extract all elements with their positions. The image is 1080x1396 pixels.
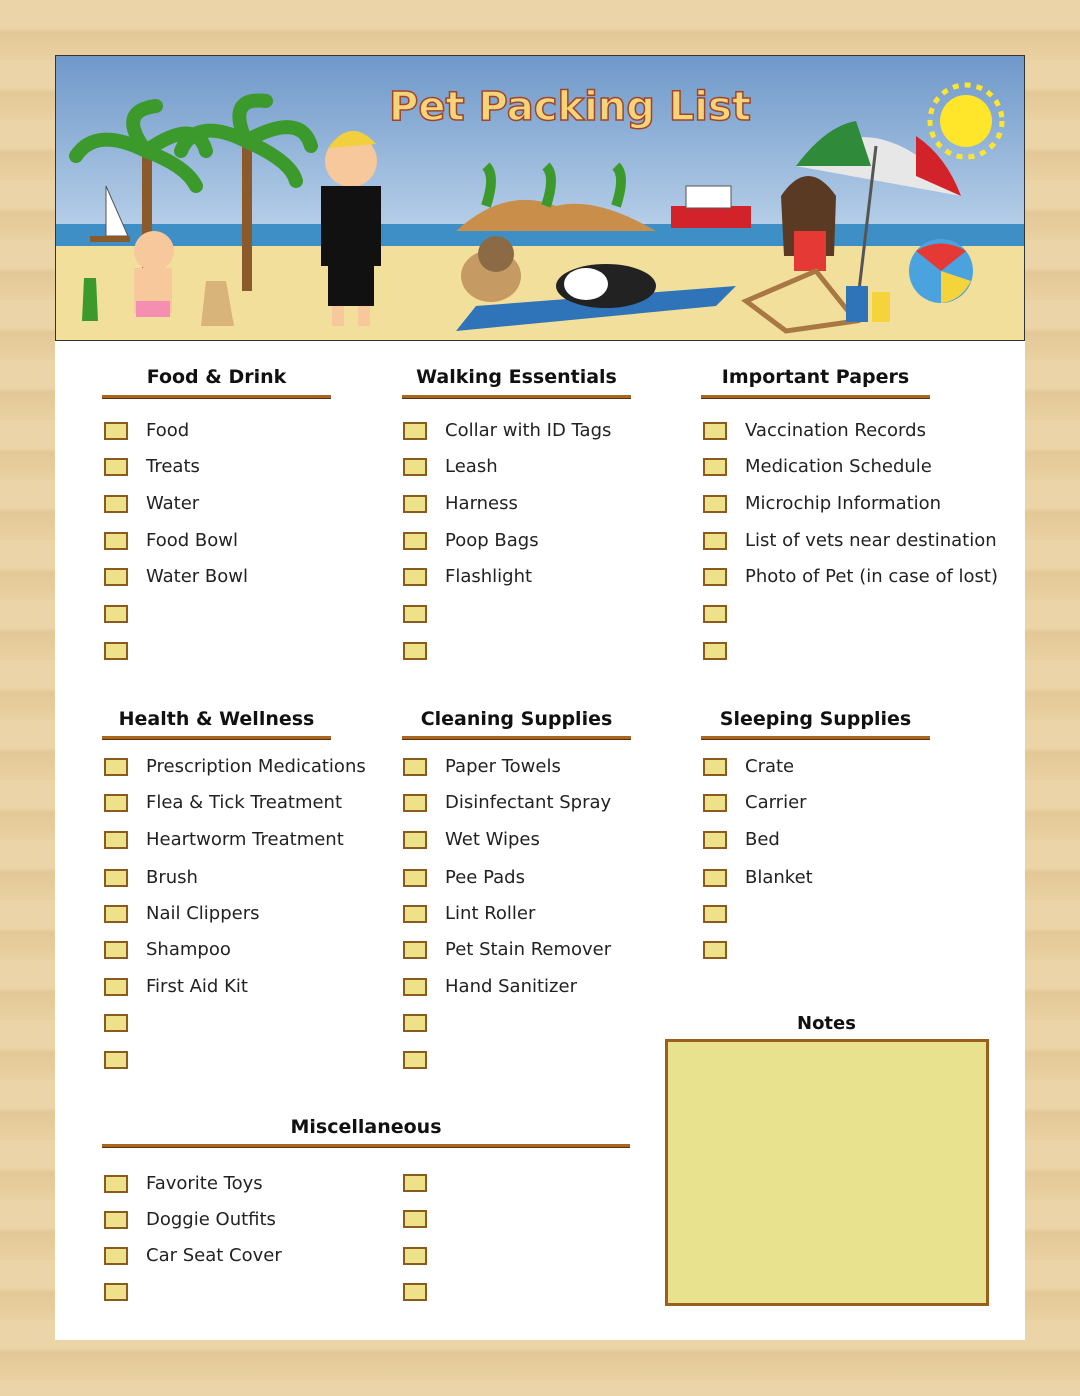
checkbox[interactable]	[403, 794, 427, 812]
checkbox[interactable]	[703, 758, 727, 776]
checklist-item-label: Doggie Outfits	[146, 1209, 276, 1230]
checkbox[interactable]	[104, 758, 128, 776]
checkbox[interactable]	[403, 495, 427, 513]
checkbox[interactable]	[403, 1210, 427, 1228]
checkbox[interactable]	[403, 758, 427, 776]
checklist-item-label: Vaccination Records	[745, 420, 926, 441]
checkbox[interactable]	[703, 605, 727, 623]
section-title-cleaning: Cleaning Supplies	[420, 708, 613, 730]
checkbox[interactable]	[703, 642, 727, 660]
checkbox[interactable]	[703, 495, 727, 513]
checkbox[interactable]	[703, 794, 727, 812]
checklist-item-label: Crate	[745, 756, 795, 777]
checkbox[interactable]	[403, 1014, 427, 1032]
checkbox[interactable]	[403, 568, 427, 586]
notes-box[interactable]	[665, 1039, 989, 1306]
checkbox[interactable]	[403, 905, 427, 923]
checkbox[interactable]	[403, 458, 427, 476]
checkbox[interactable]	[403, 642, 427, 660]
checkbox[interactable]	[104, 831, 128, 849]
section-title-walking: Walking Essentials	[416, 366, 617, 388]
checklist-item-label: First Aid Kit	[146, 976, 248, 997]
section-rule	[402, 736, 631, 740]
checklist-item-label: Car Seat Cover	[146, 1245, 282, 1266]
checklist-item-label: Hand Sanitizer	[445, 976, 577, 997]
checkbox[interactable]	[403, 1051, 427, 1069]
checklist-item-label: Pee Pads	[445, 867, 525, 888]
checkbox[interactable]	[703, 831, 727, 849]
checklist-item-label: Treats	[146, 456, 200, 477]
section-title-misc: Miscellaneous	[290, 1116, 442, 1138]
checkbox[interactable]	[703, 458, 727, 476]
section-rule	[102, 736, 331, 740]
checkbox[interactable]	[104, 605, 128, 623]
checkbox[interactable]	[403, 1283, 427, 1301]
checklist-item-label: Photo of Pet (in case of lost)	[745, 566, 999, 587]
checklist-item-label: Paper Towels	[445, 756, 561, 777]
checkbox[interactable]	[104, 532, 128, 550]
checklist-item-label: Brush	[146, 867, 198, 888]
checklist-item-label: Shampoo	[146, 939, 231, 960]
checkbox[interactable]	[104, 422, 128, 440]
checkbox[interactable]	[403, 605, 427, 623]
checkbox[interactable]	[703, 941, 727, 959]
checkbox[interactable]	[703, 422, 727, 440]
checkbox[interactable]	[104, 642, 128, 660]
section-rule	[102, 395, 331, 399]
checklist-item-label: Wet Wipes	[445, 829, 540, 850]
checklist-item-label: Medication Schedule	[745, 456, 932, 477]
checkbox[interactable]	[104, 1175, 128, 1193]
checkbox[interactable]	[104, 1247, 128, 1265]
checklist-item-label: Flashlight	[445, 566, 533, 587]
checklist-item-label: Food Bowl	[146, 530, 238, 551]
checkbox[interactable]	[703, 869, 727, 887]
checklist-item-label: Water Bowl	[146, 566, 249, 587]
checkbox[interactable]	[104, 905, 128, 923]
checkbox[interactable]	[403, 941, 427, 959]
checkbox[interactable]	[104, 1014, 128, 1032]
checkbox[interactable]	[403, 532, 427, 550]
beach-ball-icon	[909, 239, 973, 303]
checklist-item-label: Nail Clippers	[146, 903, 260, 924]
checklist-item-label: Food	[146, 420, 190, 441]
checklist-item-label: Disinfectant Spray	[445, 792, 612, 813]
checklist-item-label: Collar with ID Tags	[445, 420, 612, 441]
section-rule	[402, 395, 631, 399]
checkbox[interactable]	[104, 495, 128, 513]
section-rule	[102, 1144, 630, 1148]
checklist-item-label: Prescription Medications	[146, 756, 366, 777]
section-title-food-drink: Food & Drink	[146, 366, 287, 388]
page-title: Pet Packing List	[389, 84, 751, 130]
checkbox[interactable]	[703, 532, 727, 550]
checkbox[interactable]	[104, 1211, 128, 1229]
checklist-item-label: Pet Stain Remover	[445, 939, 612, 960]
checklist-item-label: List of vets near destination	[745, 530, 997, 551]
section-rule	[701, 736, 930, 740]
section-rule	[701, 395, 930, 399]
checkbox[interactable]	[403, 978, 427, 996]
section-title-health: Health & Wellness	[118, 708, 315, 730]
checkbox[interactable]	[104, 794, 128, 812]
checkbox[interactable]	[403, 1247, 427, 1265]
checkbox[interactable]	[403, 831, 427, 849]
checklist-item-label: Flea & Tick Treatment	[146, 792, 343, 813]
checklist-item-label: Microchip Information	[745, 493, 942, 514]
section-title-sleeping: Sleeping Supplies	[719, 708, 912, 730]
checklist-item-label: Carrier	[745, 792, 807, 813]
checklist-item-label: Harness	[445, 493, 518, 514]
section-title-papers: Important Papers	[721, 366, 910, 388]
notes-title: Notes	[797, 1013, 856, 1034]
checklist-item-label: Heartworm Treatment	[146, 829, 344, 850]
checkbox[interactable]	[104, 1051, 128, 1069]
man-figure	[321, 131, 381, 326]
checklist-item-label: Water	[146, 493, 200, 514]
checkbox[interactable]	[104, 941, 128, 959]
checkbox[interactable]	[403, 1174, 427, 1192]
checkbox[interactable]	[104, 978, 128, 996]
checkbox[interactable]	[104, 1283, 128, 1301]
checkbox[interactable]	[403, 869, 427, 887]
checkbox[interactable]	[104, 458, 128, 476]
checkbox[interactable]	[403, 422, 427, 440]
checklist-item-label: Blanket	[745, 867, 813, 888]
checkbox[interactable]	[104, 568, 128, 586]
checkbox[interactable]	[104, 869, 128, 887]
checklist-item-label: Poop Bags	[445, 530, 539, 551]
checkbox[interactable]	[703, 905, 727, 923]
checklist-item-label: Lint Roller	[445, 903, 536, 924]
checklist-item-label: Bed	[745, 829, 780, 850]
checklist-item-label: Favorite Toys	[146, 1173, 263, 1194]
checkbox[interactable]	[703, 568, 727, 586]
beach-banner	[55, 55, 1025, 341]
checklist-item-label: Leash	[445, 456, 498, 477]
